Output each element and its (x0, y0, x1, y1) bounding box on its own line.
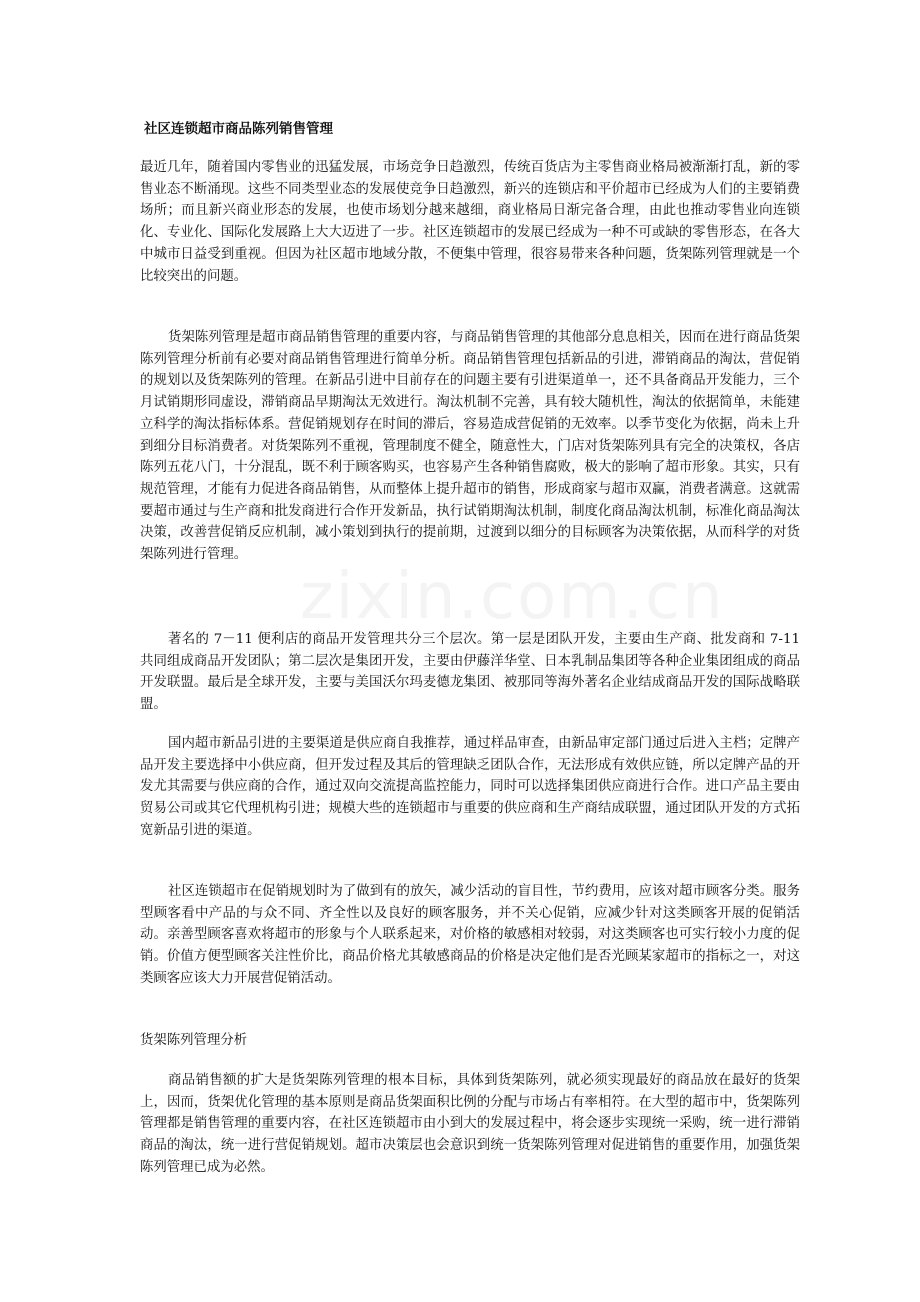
document-title: 社区连锁超市商品陈列销售管理 (144, 121, 333, 137)
paragraph-domestic-channels: 国内超市新品引进的主要渠道是供应商自我推荐，通过样品审查，由新品审定部门通过后进入主档；定牌产品开发主要选择中小供应商，但开发过程及其后的管理缺乏团队合作，无法形成有效供应链，所以定牌产品的开发尤其需要与供应商的合作，通过双向交流提高监控能力，同时可以选择集团供应商进行合作。进口产品主要由贸易公司或其它代理机构引进；规模大些的连锁超市与重要的供应商和生产商结成联盟，通过团队开发的方式拓宽新品引进的渠道。 (140, 736, 800, 838)
paragraph-shelf-management: 货架陈列管理是超市商品销售管理的重要内容，与商品销售管理的其他部分息息相关，因而在进行商品货架陈列管理分析前有必要对商品销售管理进行简单分析。商品销售管理包括新品的引进，滞销商品的淘汰，营促销的规划以及货架陈列的管理。在新品引进中目前存在的问题主要有引进渠道单一，还不具备商品开发能力，三个月试销期形同虚设，滞销商品早期淘汰无效进行。淘汰机制不完善，具有较大随机性，淘汰的依据简单，未能建立科学的淘汰指标体系。营促销规划存在时间的滞后，容易造成营促销的无效率。以季节变化为依据，尚未上升到细分目标消费者。对货架陈列不重视，管理制度不健全，随意性大，门店对货架陈列具有完全的决策权，各店陈列五花八门，十分混乱，既不利于顾客购买，也容易产生各种销售腐败，极大的影响了超市形象。其实，只有规范管理，才能有力促进各商品销售，从而整体上提升超市的销售，形成商家与超市双赢，消费者满意。这就需要超市通过与生产商和批发商进行合作开发新品，执行试销期淘汰机制，制度化商品淘汰机制，标准化商品淘汰决策，改善营促销反应机制，减小策划到执行的提前期，过渡到以细分的目标顾客为决策依据，从而科学的对货架陈列进行管理。 (140, 330, 800, 563)
watermark (300, 560, 725, 634)
section-subheading: 货架陈列管理分析 (140, 1033, 248, 1048)
paragraph-intro: 最近几年，随着国内零售业的迅猛发展，市场竞争日趋激烈，传统百货店为主零售商业格局被渐渐打乱，新的零售业态不断涌现。这些不同类型业态的发展使竞争日趋激烈，新兴的连锁店和平价超市已经成为人们的主要销费场所；而且新兴商业形态的发展，也使市场划分越来越细，商业格局日渐完备合理，由此也推动零售业向连锁化、专业化、国际化发展路上大大迈进了一步。社区连锁超市的发展已经成为一种不可或缺的零售形态，在各大中城市日益受到重视。但因为社区超市地域分散，不便集中管理，很容易带来各种问题，货架陈列管理就是一个比较突出的问题。 (140, 160, 800, 284)
paragraph-promotion: 社区连锁超市在促销规划时为了做到有的放矢，减少活动的盲目性，节约费用，应该对超市顾客分类。服务型顾客看中产品的与众不同、齐全性以及良好的顾客服务，并不关心促销，应减少针对这类顾客开展的促销活动。亲善型顾客喜欢将超市的形象与个人联系起来，对价格的敏感相对较弱，对这类顾客也可实行较小力度的促销。价值方便型顾客关注性价比，商品价格尤其敏感商品的价格是决定他们是否光顾某家超市的指标之一，对这类顾客应该大力开展营促销活动。 (140, 884, 800, 986)
paragraph-seven-eleven: 著名的 7－11 便利店的商品开发管理共分三个层次。第一层是团队开发，主要由生产商、批发商和 7-11 共同组成商品开发团队；第二层次是集团开发，主要由伊藤洋华堂、日本乳制品集团等各种企业集团组成的商品开发联盟。最后是全球开发，主要与美国沃尔玛麦德龙集团、被那同等海外著名企业结成商品开发的国际战略联盟。 (140, 632, 800, 713)
paragraph-final: 商品销售额的扩大是货架陈列管理的根本目标，具体到货架陈列，就必须实现最好的商品放在最好的货架上，因而，货架优化管理的基本原则是商品货架面积比例的分配与市场占有率相符。在大型的超市中，货架陈列管理都是销售管理的重要内容，在社区连锁超市由小到大的发展过程中，将会逐步实现统一采购，统一进行滞销商品的淘汰，统一进行营促销规划。超市决策层也会意识到统一货架陈列管理对促进销售的重要作用，加强货架陈列管理已成为必然。 (140, 1073, 800, 1175)
